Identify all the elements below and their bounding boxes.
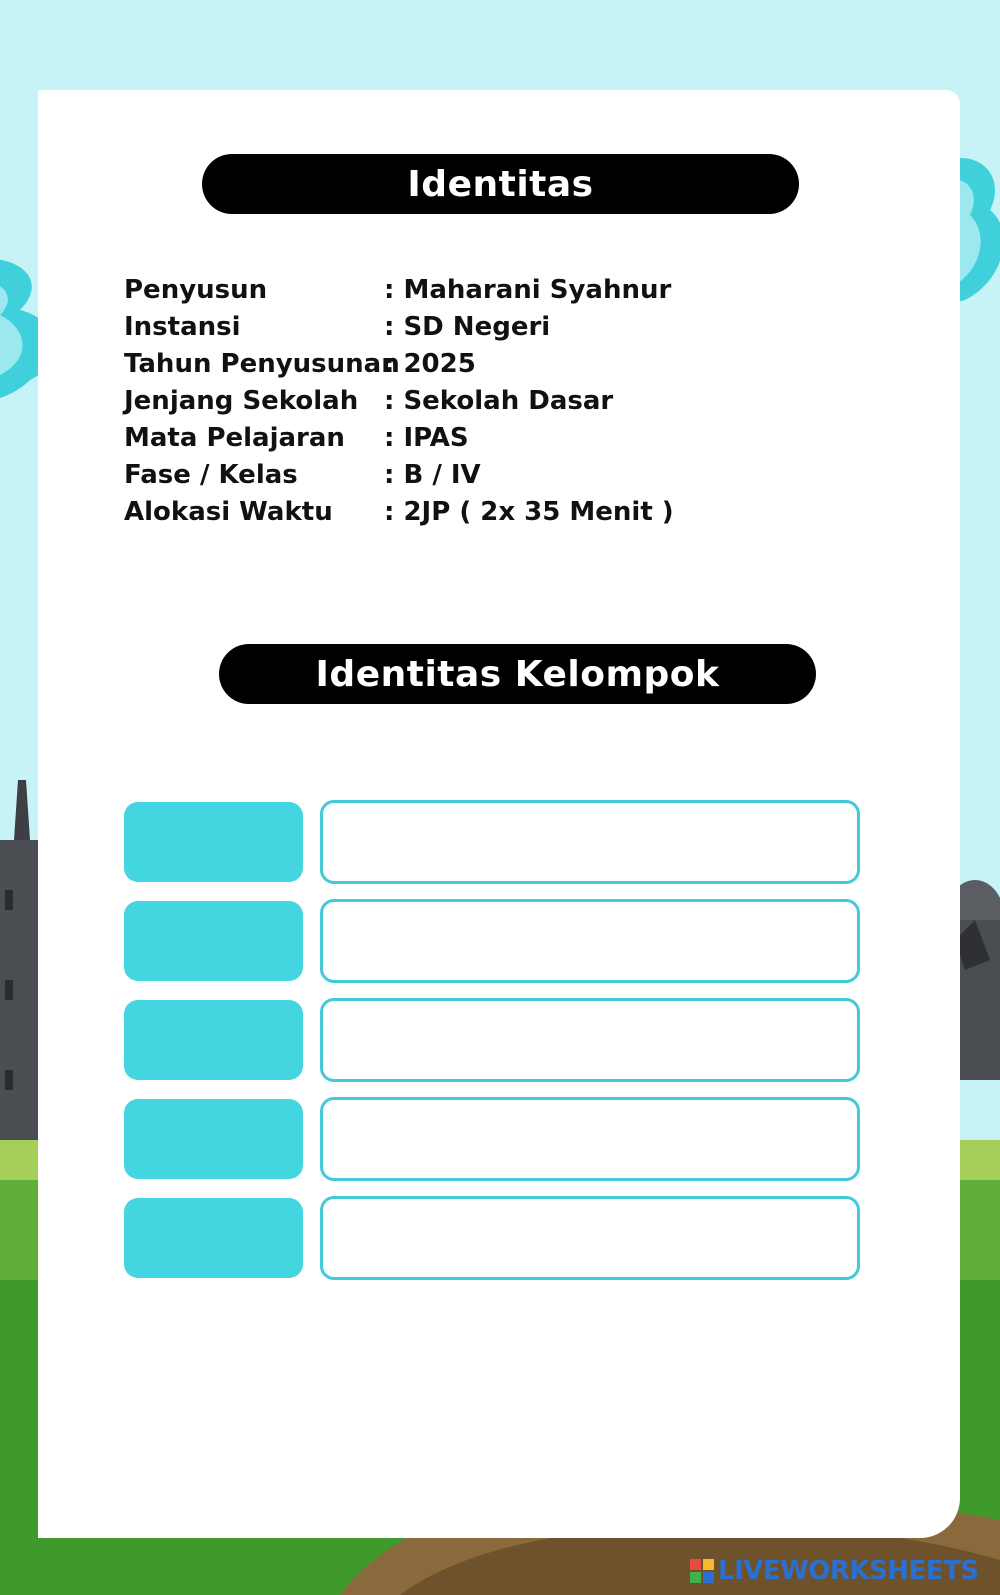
- liveworksheets-logo-icon: [690, 1559, 714, 1583]
- identity-value: : IPAS: [384, 423, 469, 453]
- group-identity-title: Identitas Kelompok: [219, 644, 816, 704]
- group-label-box: [124, 1000, 303, 1080]
- group-row: [124, 800, 860, 884]
- group-input-field[interactable]: [320, 899, 860, 983]
- group-label-box: [124, 1099, 303, 1179]
- group-label-box: [124, 901, 303, 981]
- group-row: [124, 1196, 860, 1280]
- identity-value: : 2JP ( 2x 35 Menit ): [384, 497, 674, 527]
- liveworksheets-brand: [690, 1556, 979, 1586]
- identity-value: : B / IV: [384, 460, 481, 490]
- identity-row: [124, 494, 674, 531]
- identity-label: Fase / Kelas: [124, 460, 298, 490]
- identity-label: Alokasi Waktu: [124, 497, 333, 527]
- group-label-box: [124, 1198, 303, 1278]
- identity-value: : Maharani Syahnur: [384, 275, 672, 305]
- brand-text: LIVEWORKSHEETS: [718, 1556, 979, 1586]
- group-input-field[interactable]: [320, 800, 860, 884]
- identity-label: Penyusun: [124, 275, 268, 305]
- identity-row: [124, 272, 674, 309]
- identity-row: [124, 309, 674, 346]
- group-row: [124, 899, 860, 983]
- identity-title: Identitas: [202, 154, 799, 214]
- group-input-field[interactable]: [320, 1196, 860, 1280]
- identity-value: : 2025: [384, 349, 476, 379]
- identity-row: [124, 457, 674, 494]
- identity-label: Instansi: [124, 312, 241, 342]
- group-row: [124, 998, 860, 1082]
- identity-value: : SD Negeri: [384, 312, 551, 342]
- group-label-box: [124, 802, 303, 882]
- identity-label: Jenjang Sekolah: [124, 386, 359, 416]
- identity-row: [124, 383, 674, 420]
- identity-row: [124, 420, 674, 457]
- identity-row: [124, 346, 674, 383]
- group-input-field[interactable]: [320, 998, 860, 1082]
- group-row: [124, 1097, 860, 1181]
- identity-value: : Sekolah Dasar: [384, 386, 614, 416]
- identity-label: Tahun Penyusunan: [124, 349, 400, 379]
- identity-label: Mata Pelajaran: [124, 423, 345, 453]
- identity-info: [124, 272, 674, 531]
- group-input-field[interactable]: [320, 1097, 860, 1181]
